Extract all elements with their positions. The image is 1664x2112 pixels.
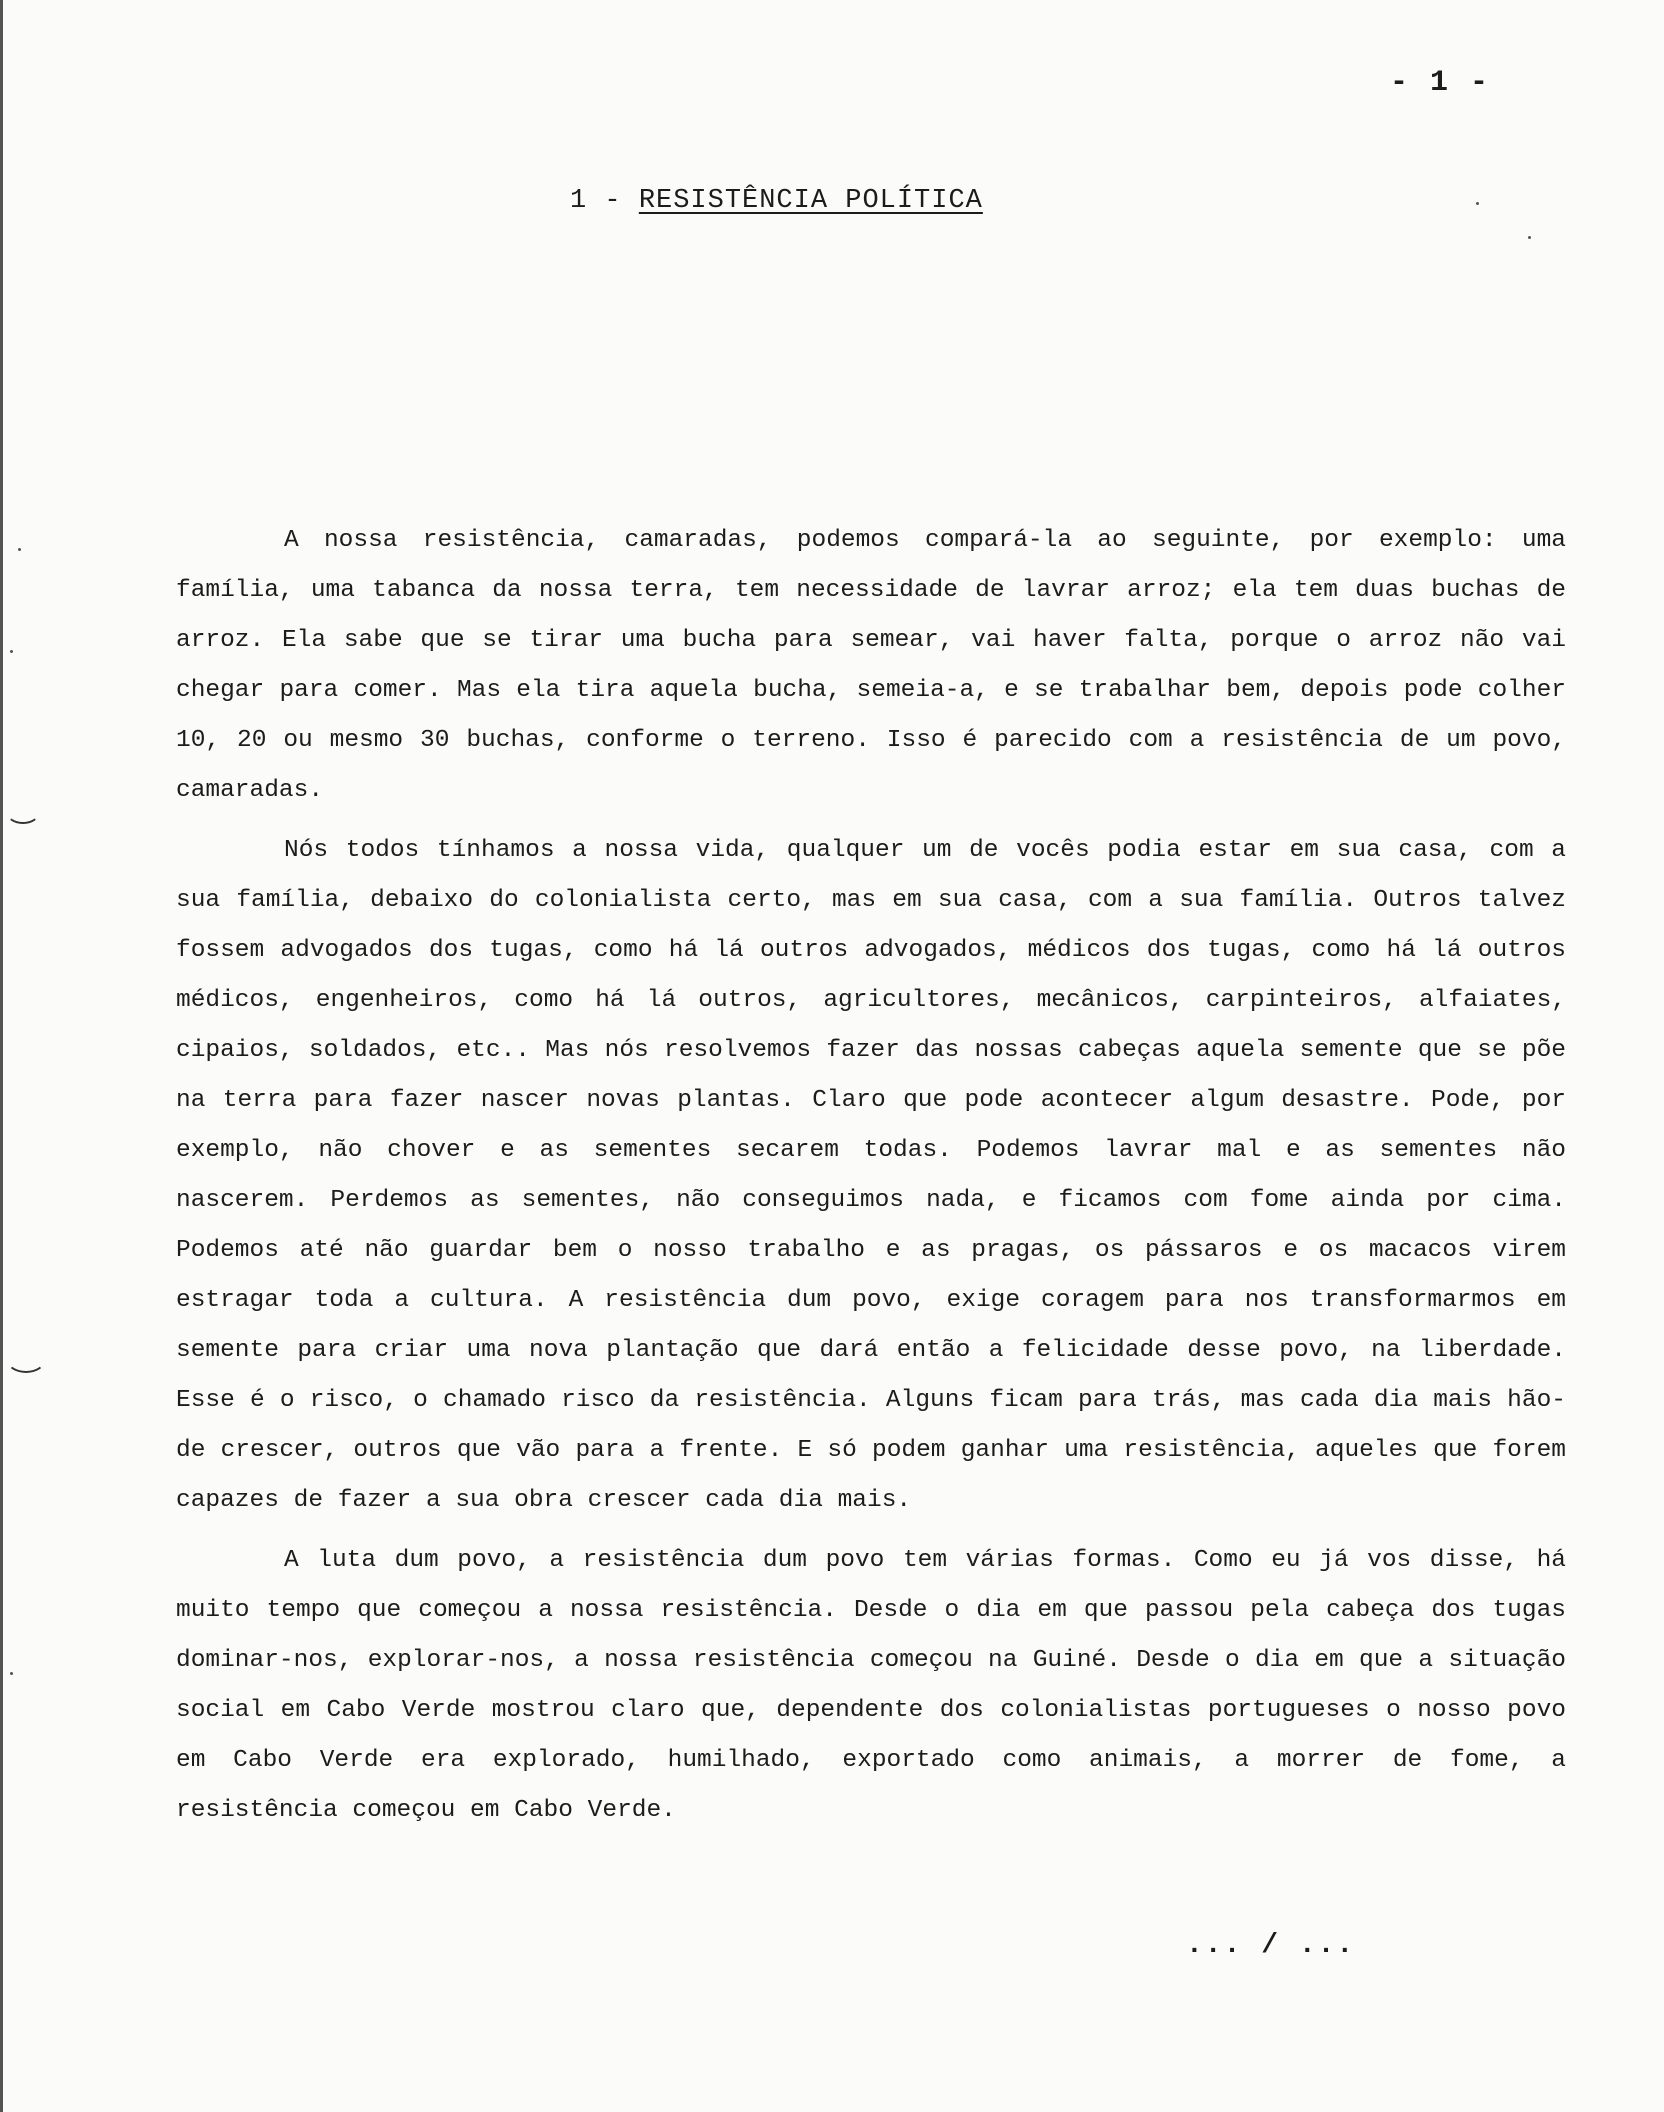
scan-speck (1528, 236, 1531, 239)
scan-mark (6, 1345, 46, 1373)
scan-speck (10, 650, 13, 653)
paragraph: A nossa resistência, camaradas, podemos compará-la ao seguinte, por exemplo: uma família, uma tabanca da nossa terra, tem necessidade de lavrar arroz; ela tem duas buchas de arroz. Ela sabe que se tirar uma bucha para semear, vai haver falta, porque o arroz não vai chegar para comer. Mas ela tira aquela bucha, semeia-a, e se trabalhar bem, depois pode colher 10, 20 ou mesmo 30 buchas, conforme o terreno. Isso é parecido com a resistência de um povo, camaradas. (176, 527, 1566, 804)
scan-speck (10, 1672, 13, 1675)
scan-edge (0, 0, 3, 2112)
section-title-text: RESISTÊNCIA POLÍTICA (638, 186, 983, 216)
paragraph: A luta dum povo, a resistência dum povo tem várias formas. Como eu já vos disse, há muito tempo que começou a nossa resistência. Desde o dia em que passou pela cabeça dos tugas dominar-nos, explorar-nos, a nossa resistência começou na Guiné. Desde o dia em que a situação social em Cabo Verde mostrou claro que, dependente dos colonialistas portugueses o nosso povo em Cabo Verde era explorado, humilhado, exportado como animais, a morrer de fome, a resistência começou em Cabo Verde. (176, 1547, 1566, 1824)
section-number: 1 - (570, 186, 622, 216)
body-text (176, 516, 1566, 1846)
scan-speck (1476, 202, 1479, 205)
continuation-marker: ... / ... (1186, 1930, 1356, 1961)
scan-mark (6, 800, 40, 824)
scan-speck (18, 548, 21, 551)
page-number: - 1 - (1390, 66, 1491, 100)
section-title (570, 186, 983, 216)
paragraph: Nós todos tínhamos a nossa vida, qualquer um de vocês podia estar em sua casa, com a sua família, debaixo do colonialista certo, mas em sua casa, com a sua família. Outros talvez fossem advogados dos tugas, como há lá outros advogados, médicos dos tugas, como há lá outros médicos, engenheiros, como há lá outros, agricultores, mecânicos, carpinteiros, alfaiates, cipaios, soldados, etc.. Mas nós resolvemos fazer das nossas cabeças aquela semente que se põe na terra para fazer nascer novas plantas. Claro que pode acontecer algum desastre. Pode, por exemplo, não chover e as sementes secarem todas. Podemos lavrar mal e as sementes não nascerem. Perdemos as sementes, não conseguimos nada, e ficamos com fome ainda por cima. Podemos até não guardar bem o nosso trabalho e as pragas, os pássaros e os macacos virem estragar toda a cultura. A resistência dum povo, exige coragem para nos transformarmos em semente para criar uma nova plantação que dará então a felicidade desse povo, na liberdade. Esse é o risco, o chamado risco da resistência. Alguns ficam para trás, mas cada dia mais hão-de crescer, outros que vão para a frente. E só podem ganhar uma resistência, aqueles que forem capazes de fazer a sua obra crescer cada dia mais. (176, 837, 1566, 1514)
